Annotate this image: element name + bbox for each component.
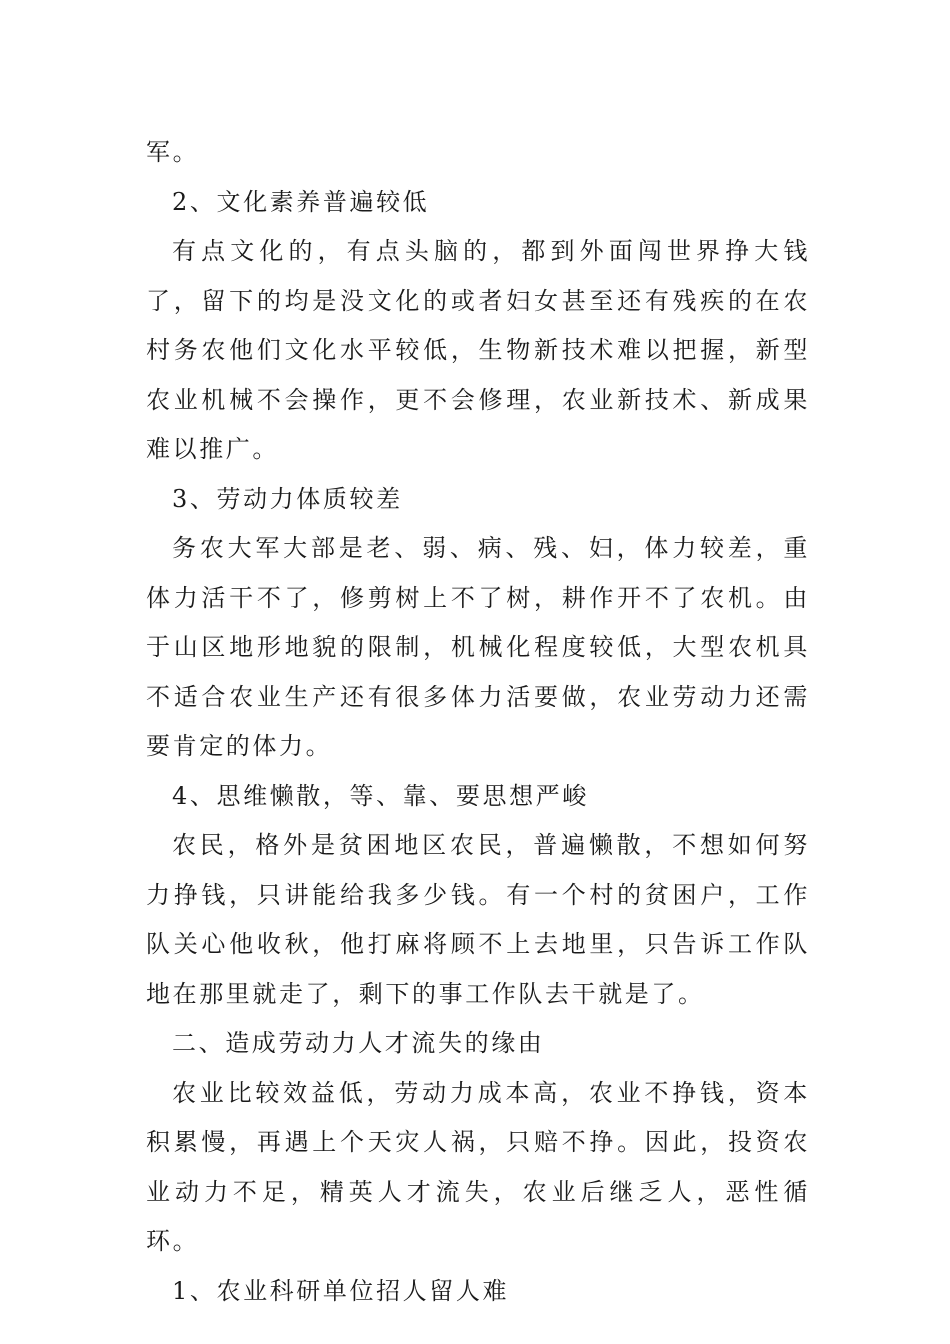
paragraph-mindset: 农民，格外是贫困地区农民，普遍懒散，不想如何努力挣钱，只讲能给我多少钱。有一个村的贫困户，工作队关心他收秋，他打麻将顾不上去地里，只告诉工作队地在那里就走了，剩下的事工作队去干就是了。 bbox=[146, 831, 810, 1008]
heading-physical-fitness: 3、劳动力体质较差 bbox=[172, 484, 403, 513]
paragraph-section-two: 农业比较效益低，劳动力成本高，农业不挣钱，资本积累慢，再遇上个天灾人祸，只赔不挣。因此，投资农业动力不足，精英人才流失，农业后继乏人，恶性循环。 bbox=[146, 1078, 810, 1255]
paragraph-cultural-level: 有点文化的，有点头脑的，都到外面闯世界挣大钱了，留下的均是没文化的或者妇女甚至还有残疾的在农村务农他们文化水平较低，生物新技术难以把握，新型农业机械不会操作，更不会修理，农业新技术、新成果难以推广。 bbox=[146, 237, 810, 463]
heading-research-units: 1、农业科研单位招人留人难 bbox=[172, 1276, 510, 1305]
heading-mindset: 4、思维懒散，等、靠、要思想严峻 bbox=[172, 781, 589, 810]
document-body bbox=[146, 128, 810, 1316]
heading-section-two: 二、造成劳动力人才流失的缘由 bbox=[172, 1029, 545, 1057]
paragraph-continuation: 军。 bbox=[146, 138, 200, 166]
paragraph-physical-fitness: 务农大军大部是老、弱、病、残、妇，体力较差，重体力活干不了，修剪树上不了树，耕作开不了农机。由于山区地形地貌的限制，机械化程度较低，大型农机具不适合农业生产还有很多体力活要做，农业劳动力还需要肯定的体力。 bbox=[146, 534, 810, 760]
heading-cultural-level: 2、文化素养普遍较低 bbox=[172, 187, 430, 216]
